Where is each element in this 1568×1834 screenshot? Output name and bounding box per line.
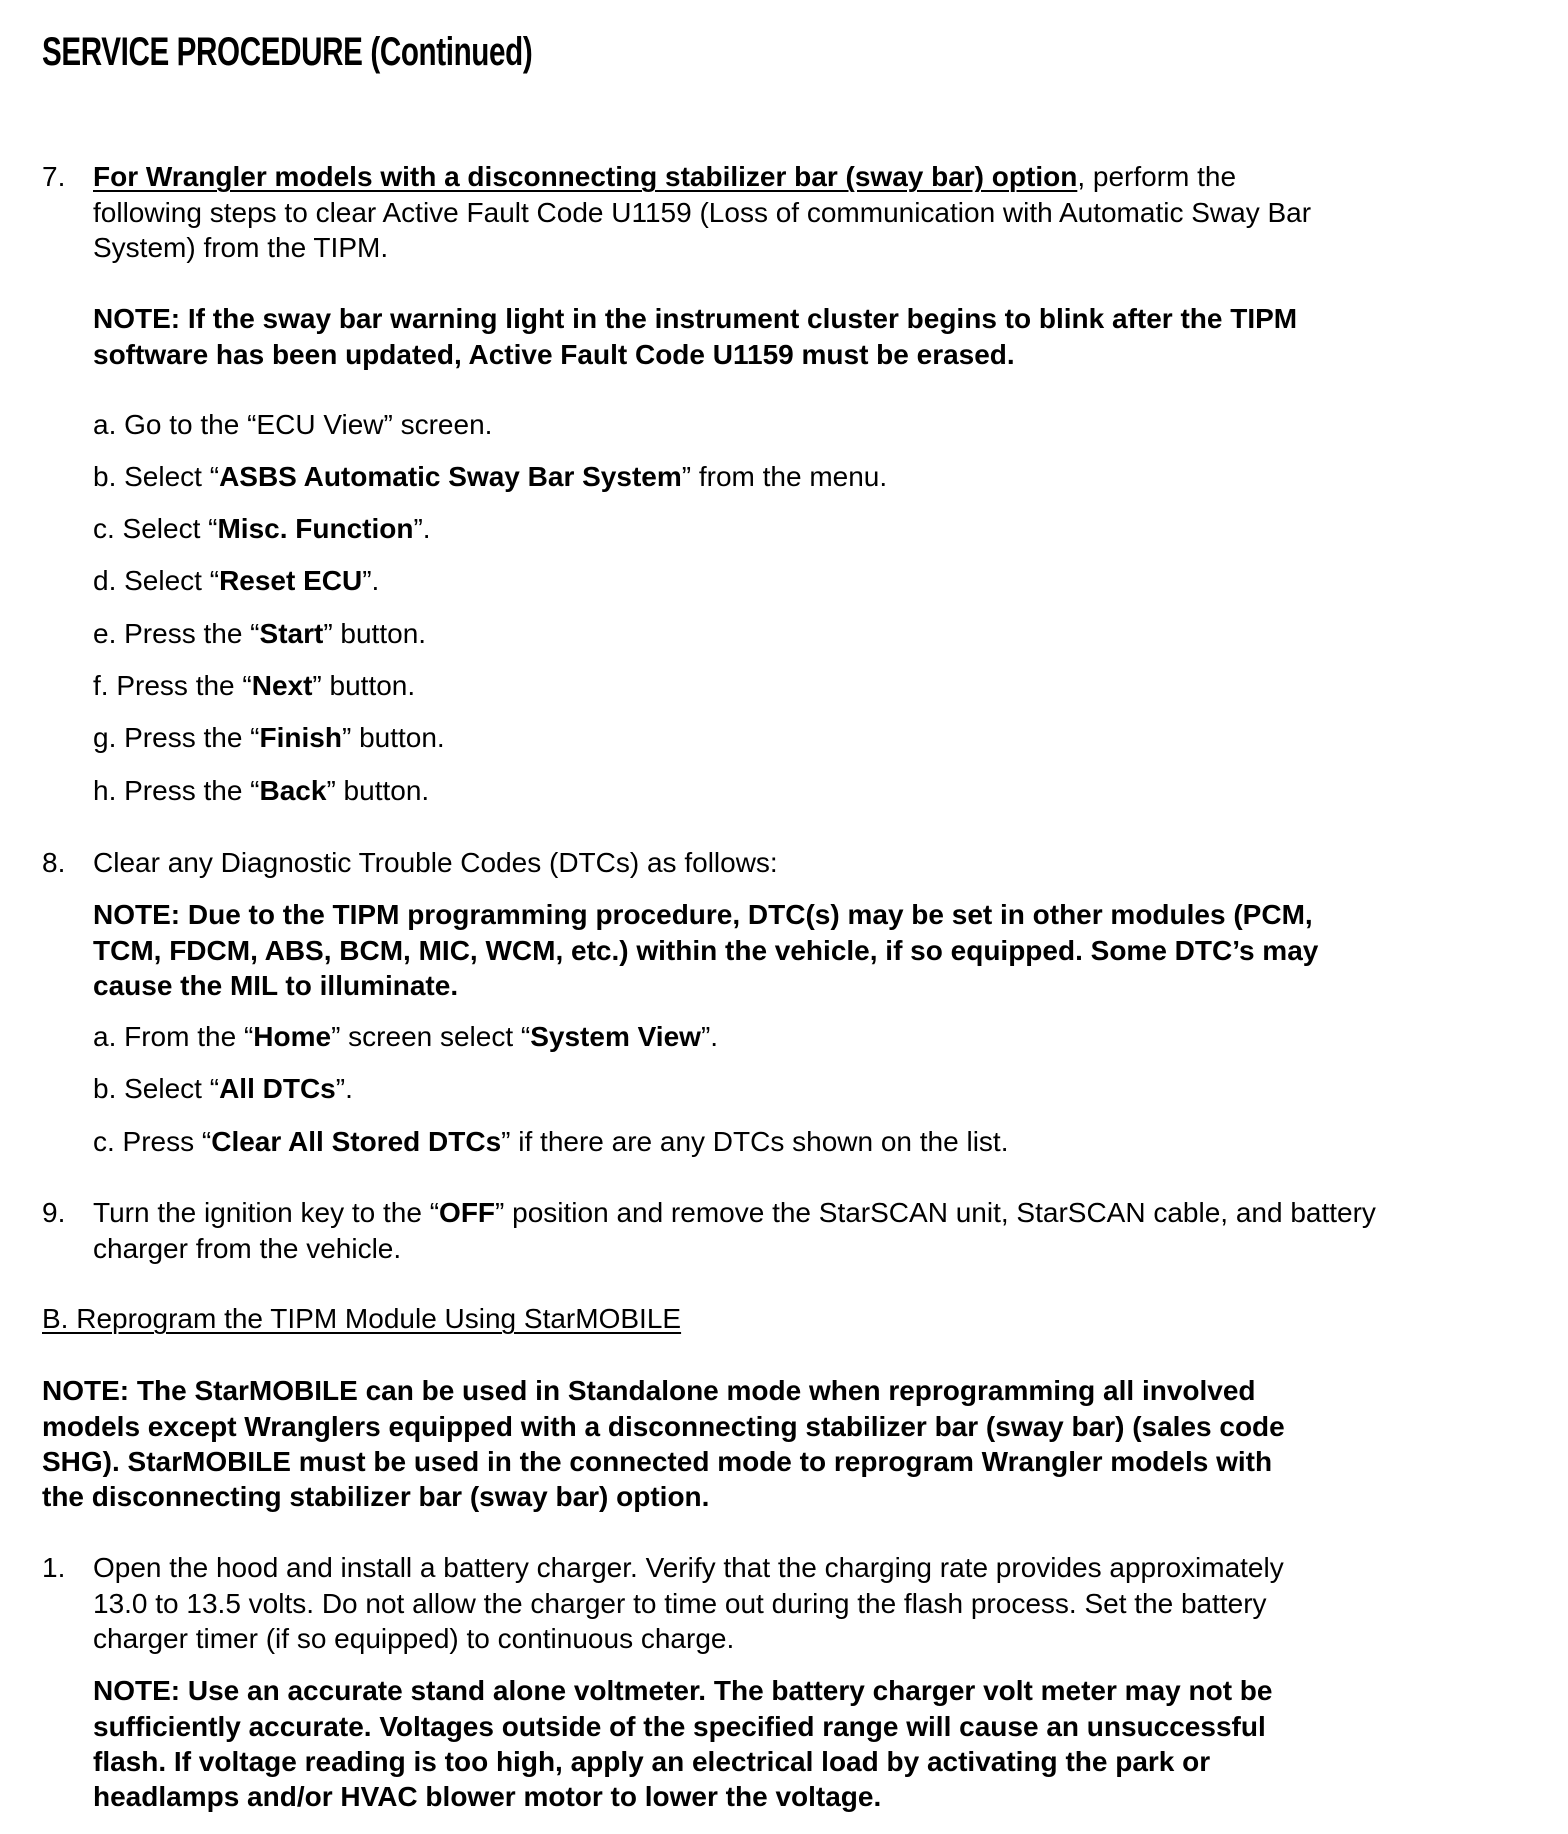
- text-line: [42, 1479, 1285, 1514]
- text-line: [93, 1673, 1272, 1708]
- section-b-heading: [42, 1301, 681, 1336]
- step-7: [93, 159, 1311, 265]
- text-segment: following steps to clear Active Fault Code U1159 (Loss of communication with Automatic Sway Bar: [93, 196, 1312, 228]
- text-line: [93, 897, 1318, 932]
- text-line: [93, 616, 426, 651]
- substep-8c: [93, 1124, 1008, 1159]
- step-7-number: 7.: [42, 161, 66, 193]
- text-segment: b. Select “: [93, 1073, 220, 1105]
- substep-7h: [93, 773, 429, 808]
- text-segment: e. Press the “: [93, 618, 260, 650]
- emphasis-text: Clear All Stored DTCs: [211, 1126, 502, 1158]
- text-line: [93, 230, 1311, 265]
- text-segment: h. Press the “: [93, 775, 260, 807]
- text-line: [93, 1621, 1284, 1656]
- text-line: [42, 1301, 681, 1336]
- text-segment: , perform the: [1077, 161, 1237, 193]
- text-segment: c. Select “: [93, 513, 218, 545]
- text-line: [93, 301, 1297, 336]
- text-line: [93, 668, 415, 703]
- emphasis-text: For Wrangler models with a disconnecting stabilizer bar (sway bar) option: [93, 161, 1078, 193]
- emphasis-text: Misc. Function: [217, 513, 414, 545]
- emphasis-text: Next: [251, 670, 313, 702]
- substep-8a: [93, 1019, 718, 1054]
- substep-7d: [93, 563, 379, 598]
- text-segment: charger from the vehicle.: [93, 1232, 402, 1264]
- emphasis-text: All DTCs: [219, 1073, 336, 1105]
- text-line: [93, 1709, 1272, 1744]
- emphasis-text: Finish: [259, 722, 342, 754]
- text-segment: 13.0 to 13.5 volts. Do not allow the charger to time out during the flash process. Set the battery: [93, 1587, 1267, 1619]
- text-line: [93, 773, 429, 808]
- substep-7c: [93, 511, 431, 546]
- text-line: [93, 159, 1311, 194]
- text-segment: ” position and remove the StarSCAN unit, StarSCAN cable, and battery: [495, 1197, 1376, 1229]
- emphasis-text: System View: [530, 1021, 701, 1053]
- text-segment: c. Press “: [93, 1126, 212, 1158]
- note-sway-bar-light: [93, 301, 1297, 372]
- emphasis-text: OFF: [439, 1197, 496, 1229]
- substep-7g: [93, 720, 445, 755]
- text-line: [93, 845, 778, 880]
- step-8: [93, 845, 778, 880]
- text-line: [93, 1586, 1284, 1621]
- step-8-number: 8.: [42, 847, 66, 879]
- text-segment: ”.: [362, 565, 380, 597]
- emphasis-text: cause the MIL to illuminate.: [93, 970, 459, 1002]
- text-line: [93, 1744, 1272, 1779]
- note-starmobile: [42, 1373, 1285, 1515]
- text-line: [93, 407, 492, 442]
- text-line: [42, 1444, 1285, 1479]
- text-line: [93, 511, 431, 546]
- emphasis-text: SHG). StarMOBILE must be used in the connected mode to reprogram Wrangler models with: [42, 1446, 1273, 1478]
- emphasis-text: flash. If voltage reading is too high, apply an electrical load by activating the park or: [93, 1746, 1211, 1778]
- text-line: [93, 720, 445, 755]
- substep-7f: [93, 668, 415, 703]
- text-segment: ” if there are any DTCs shown on the list.: [501, 1126, 1009, 1158]
- step-9-number: 9.: [42, 1197, 66, 1229]
- text-line: [93, 459, 887, 494]
- text-line: [93, 1550, 1284, 1585]
- text-line: [93, 1779, 1272, 1814]
- step-9: [93, 1195, 1376, 1266]
- emphasis-text: NOTE: The StarMOBILE can be used in Standalone mode when reprogramming all involved: [42, 1375, 1256, 1407]
- text-line: [93, 195, 1311, 230]
- text-line: [93, 337, 1297, 372]
- text-segment: Open the hood and install a battery charger. Verify that the charging rate provides approximately: [93, 1552, 1284, 1584]
- text-segment: a. Go to the “ECU View” screen.: [93, 409, 493, 441]
- text-line: [93, 563, 379, 598]
- emphasis-text: ASBS Automatic Sway Bar System: [219, 461, 682, 493]
- text-segment: ”.: [335, 1073, 353, 1105]
- text-line: [93, 1195, 1376, 1230]
- emphasis-text: Start: [259, 618, 324, 650]
- text-segment: ”.: [700, 1021, 719, 1053]
- text-segment: Turn the ignition key to the “: [93, 1197, 440, 1229]
- emphasis-text: software has been updated, Active Fault Code U1159 must be erased.: [93, 338, 1015, 370]
- substep-7a: [93, 407, 492, 442]
- text-segment: ” from the menu.: [681, 461, 888, 493]
- emphasis-text: TCM, FDCM, ABS, BCM, MIC, WCM, etc.) within the vehicle, if so equipped. Some DTC’s may: [93, 934, 1319, 966]
- text-segment: g. Press the “: [93, 722, 260, 754]
- substep-8b: [93, 1071, 353, 1106]
- text-segment: Clear any Diagnostic Trouble Codes (DTCs) as follows:: [93, 847, 778, 879]
- text-segment: System) from the TIPM.: [93, 232, 389, 264]
- text-line: [93, 968, 1318, 1003]
- emphasis-text: B. Reprogram the TIPM Module Using StarMOBILE: [42, 1303, 682, 1335]
- emphasis-text: NOTE: If the sway bar warning light in the instrument cluster begins to blink after the TIPM: [93, 303, 1298, 335]
- emphasis-text: the disconnecting stabilizer bar (sway bar) option.: [42, 1481, 710, 1513]
- text-line: [93, 1019, 718, 1054]
- emphasis-text: models except Wranglers equipped with a disconnecting stabilizer bar (sway bar) (sales code: [42, 1410, 1285, 1442]
- emphasis-text: NOTE: Due to the TIPM programming procedure, DTC(s) may be set in other modules (PCM,: [93, 899, 1313, 931]
- emphasis-text: Home: [253, 1021, 332, 1053]
- substep-7b: [93, 459, 887, 494]
- text-segment: ”.: [413, 513, 431, 545]
- emphasis-text: Reset ECU: [219, 565, 363, 597]
- text-segment: ” button.: [326, 775, 430, 807]
- emphasis-text: headlamps and/or HVAC blower motor to lower the voltage.: [93, 1781, 882, 1813]
- text-line: [42, 1373, 1285, 1408]
- text-segment: charger timer (if so equipped) to continuous charge.: [93, 1623, 735, 1655]
- step-b1-number: 1.: [42, 1552, 66, 1584]
- text-segment: ” button.: [312, 670, 416, 702]
- note-voltmeter: [93, 1673, 1272, 1815]
- text-line: [93, 933, 1318, 968]
- text-segment: ” screen select “: [331, 1021, 531, 1053]
- substep-7e: [93, 616, 426, 651]
- text-segment: b. Select “: [93, 461, 220, 493]
- text-line: [93, 1124, 1008, 1159]
- text-line: [93, 1071, 353, 1106]
- page-heading: SERVICE PROCEDURE (Continued): [42, 30, 533, 74]
- text-segment: d. Select “: [93, 565, 220, 597]
- text-line: [93, 1231, 1376, 1266]
- emphasis-text: Back: [259, 775, 327, 807]
- text-segment: ” button.: [323, 618, 427, 650]
- step-b1: [93, 1550, 1284, 1656]
- text-line: [42, 1409, 1285, 1444]
- text-segment: ” button.: [341, 722, 445, 754]
- note-dtc: [93, 897, 1318, 1003]
- text-segment: a. From the “: [93, 1021, 254, 1053]
- emphasis-text: sufficiently accurate. Voltages outside of the specified range will cause an unsuccessful: [93, 1710, 1266, 1742]
- text-segment: f. Press the “: [93, 670, 252, 702]
- emphasis-text: NOTE: Use an accurate stand alone voltmeter. The battery charger volt meter may not be: [93, 1675, 1273, 1707]
